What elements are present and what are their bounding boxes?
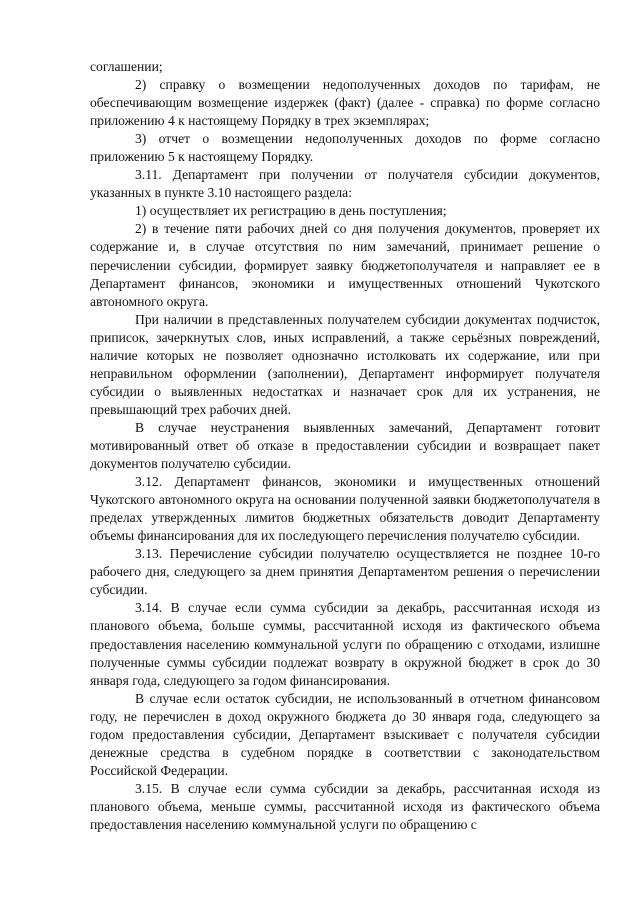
paragraph: 3.11. Департамент при получении от получателя субсидии документов, указанных в пункте 3.10 настоящего раздела: [90,167,600,201]
paragraph: 3.14. В случае если сумма субсидии за декабрь, рассчитанная исходя из планового объема, больше суммы, рассчитанной исходя из фактического объема предоставления населению коммунальной услуги по обращению с отходами, излишне полученные суммы субсидии подлежат возврату в окружной бюджет в срок до 30 января года, следующего за годом финансирования. [90,600,600,688]
paragraph: 3) отчет о возмещении недополученных доходов по форме согласно приложению 5 к настоящему Порядку. [90,131,600,165]
paragraph: 1) осуществляет их регистрацию в день поступления; [135,203,447,219]
paragraph: 2) справку о возмещении недополученных доходов по тарифам, не обеспечивающим возмещение издержек (факт) (далее - справка) по форме согласно приложению 4 к настоящему Порядку в трех экземплярах; [90,77,600,129]
paragraph: 3.13. Перечисление субсидии получателю осуществляется не позднее 10-го рабочего дня, следующего за днем принятия Департаментом решения о перечислении субсидии. [90,546,600,598]
paragraph: соглашении; [90,59,163,74]
paragraph: 2) в течение пяти рабочих дней со дня получения документов, проверяет их содержание и, в случае отсутствия по ним замечаний, принимает решение о перечислении субсидии, формирует заявку бюджетополучателя и направляет ее в Департамент финансов, экономики и имущественных отношений Чукотского автономного округа. [90,221,600,309]
paragraph: При наличии в представленных получателем субсидии документах подчисток, приписок, зачеркнутых слов, иных исправлений, а также серьёзных повреждений, наличие которых не позволяет однозначно истолковать их содержание, или при неправильном оформлении (заполнении), Департамент информирует получателя субсидии о выявленных недостатках и назначает срок для их устранения, не превышающий трех рабочих дней. [90,311,600,417]
paragraph: В случае неустранения выявленных замечаний, Департамент готовит мотивированный ответ об отказе в предоставлении субсидии и возвращает пакет документов получателю субсидии. [90,419,600,472]
paragraph: В случае если остаток субсидии, не использованный в отчетном финансовом году, не перечислен в доход окружного бюджета до 30 января года, следующего за годом предоставления субсидии, Департамент взыскивает с получателя субсидии денежные средства в судебном порядке в соответствии с законодательством Российской Федерации. [90,690,600,778]
paragraph: 3.12. Департамент финансов, экономики и имущественных отношений Чукотского автономного округа на основании полученной заявки бюджетополучателя в пределах утвержденных лимитов бюджетных обязательств доводит Департаменту объемы финансирования для их последующего перечисления получателю субсидии. [90,474,600,544]
paragraph: 3.15. В случае если сумма субсидии за декабрь, рассчитанная исходя из планового объема, меньше суммы, рассчитанной исходя из фактического объема предоставления населению коммунальной услуги по обращению с [90,780,600,832]
document-body [90,58,600,834]
